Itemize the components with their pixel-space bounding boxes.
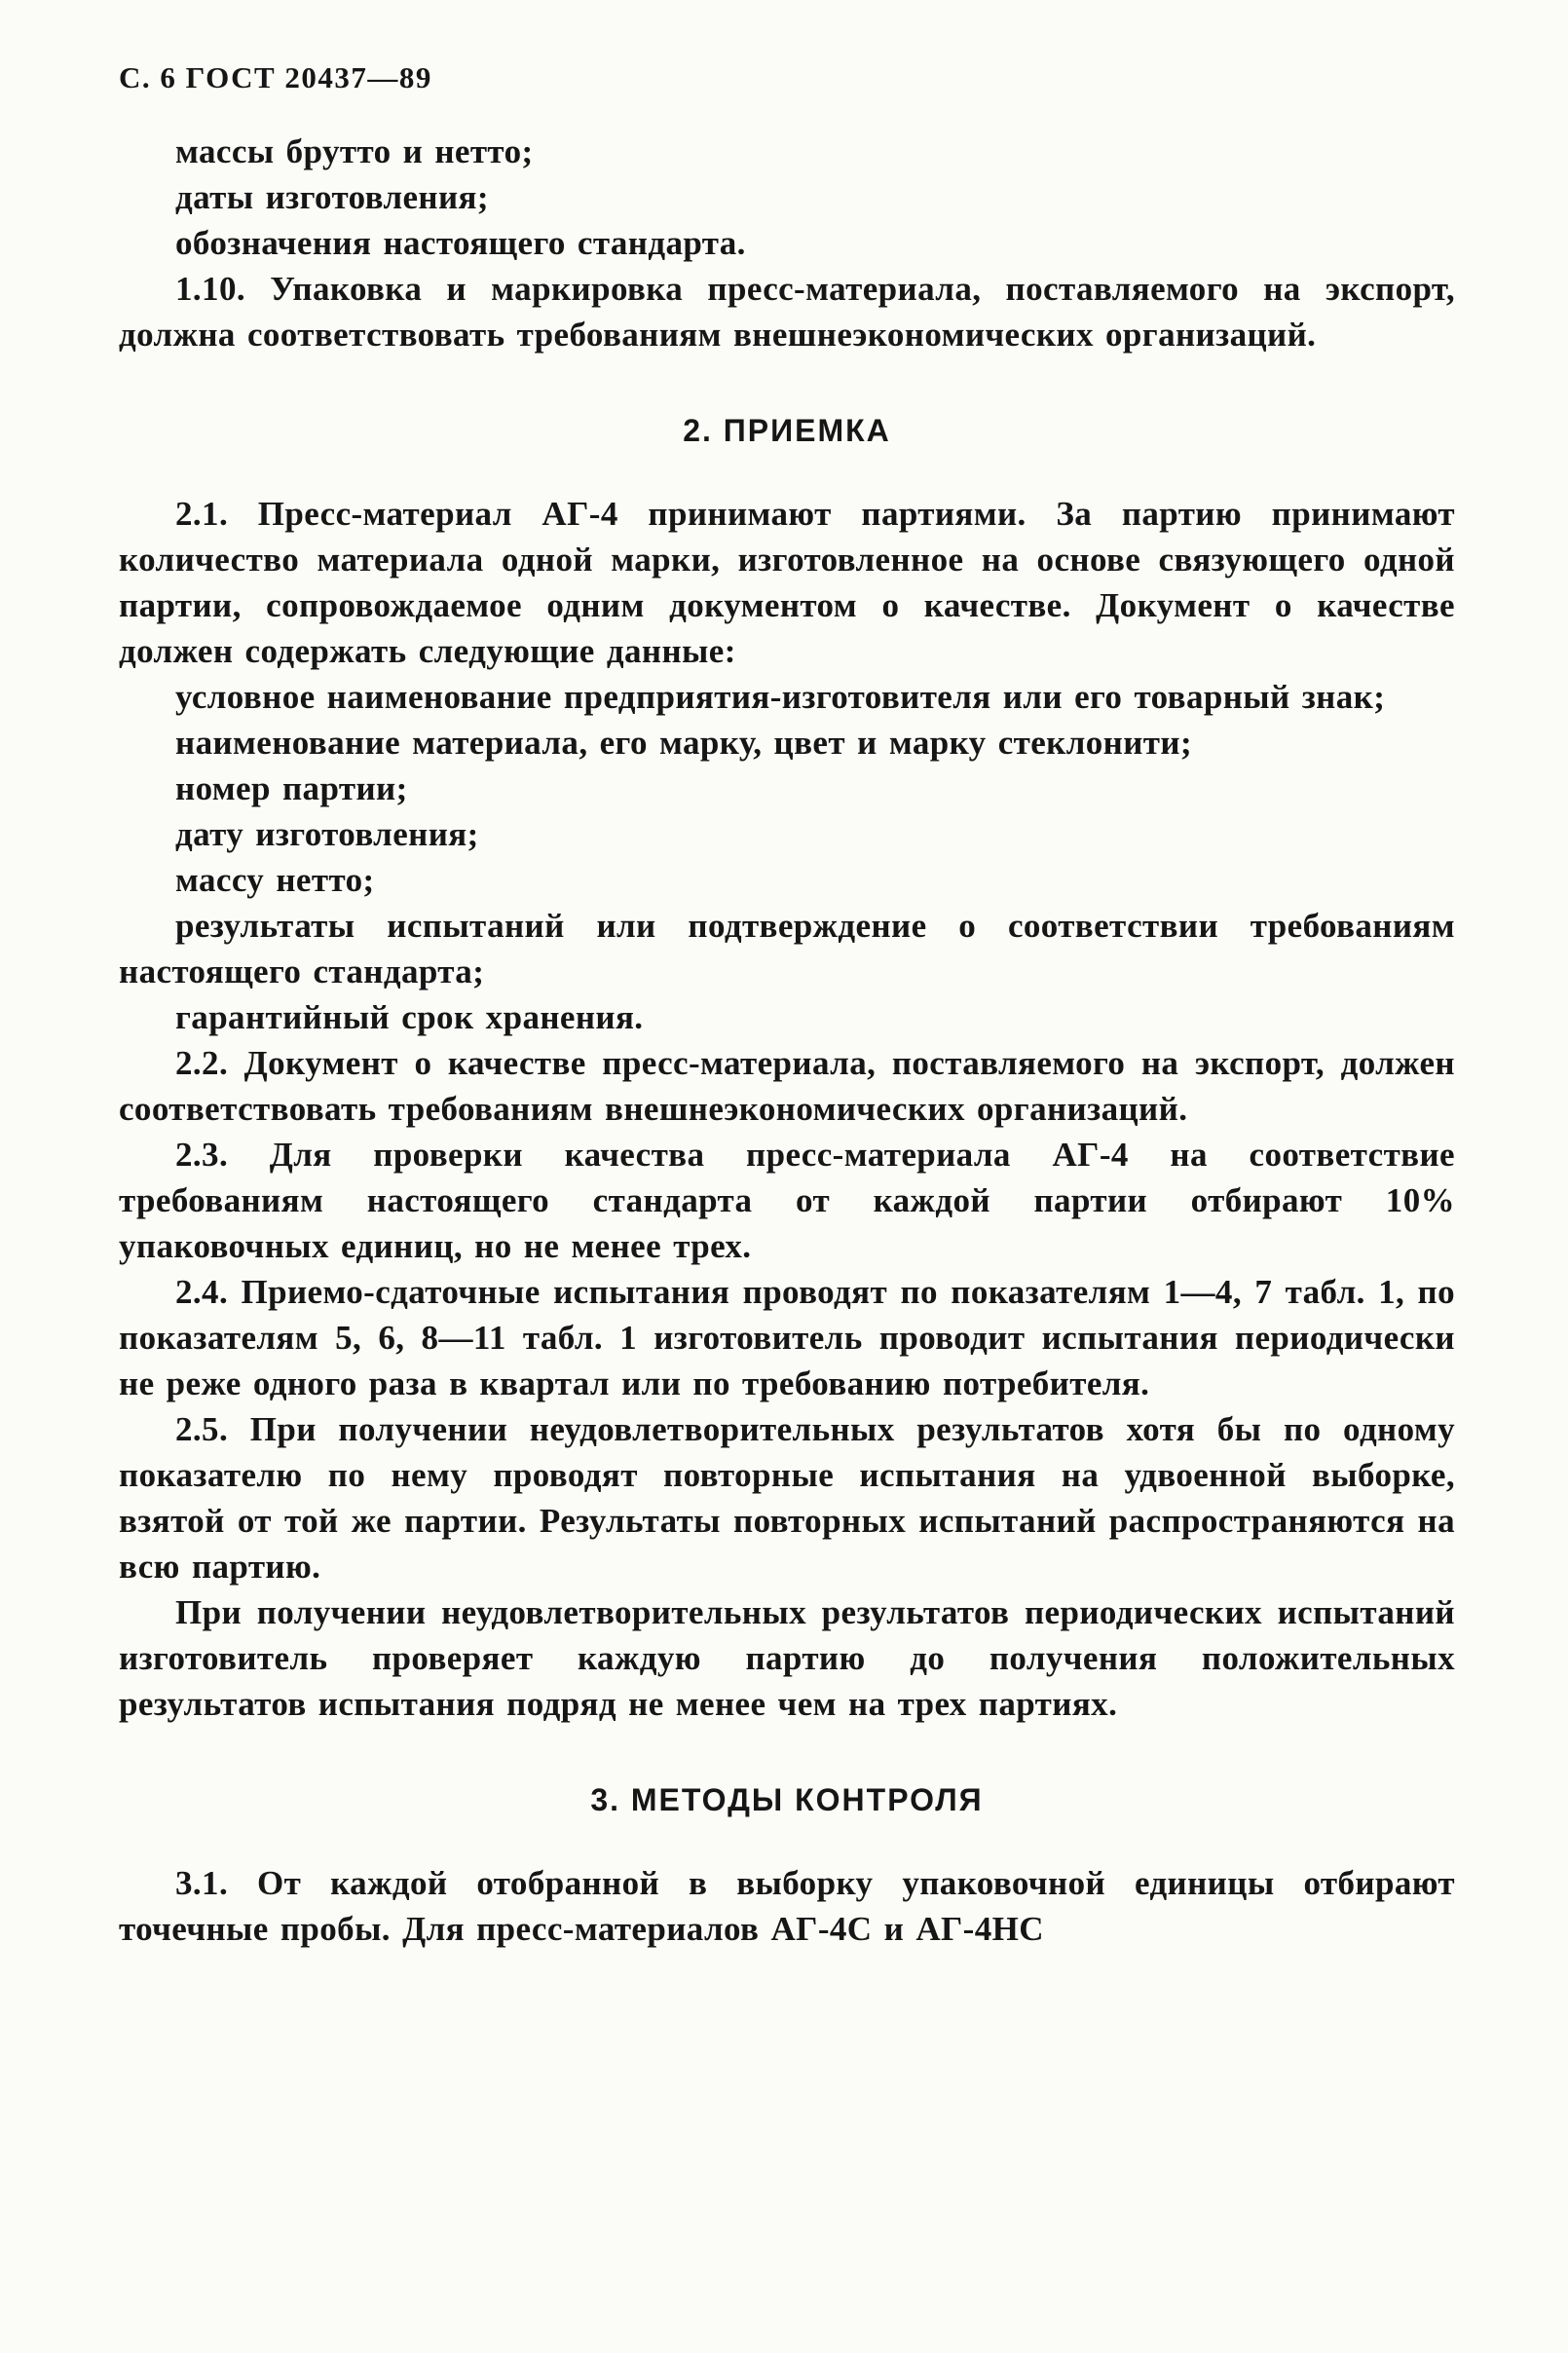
list-line: дату изготовления;: [175, 815, 479, 853]
paragraph: 3.1. От каждой отобранной в выборку упаковочной единицы отбирают точечные пробы. Для пресс-материалов АГ-4С и АГ-4НС: [119, 1864, 1455, 1948]
list-line: даты изготовления;: [175, 178, 489, 216]
paragraph: 2.4. Приемо-сдаточные испытания проводят по показателям 1—4, 7 табл. 1, по показателям 5, 6, 8—11 табл. 1 изготовитель проводит испытания периодически не реже одного раза в квартал или по требованию потребителя.: [119, 1273, 1455, 1402]
page-header: С. 6 ГОСТ 20437—89: [119, 60, 432, 94]
paragraph: 2.2. Документ о качестве пресс-материала, поставляемого на экспорт, должен соответствовать требованиям внешнеэкономических организаций.: [119, 1044, 1455, 1128]
paragraph: При получении неудовлетворительных результатов периодических испытаний изготовитель проверяет каждую партию до получения положительных результатов испытания подряд не менее чем на трех партиях.: [119, 1593, 1455, 1723]
paragraph: 1.10. Упаковка и маркировка пресс-материала, поставляемого на экспорт, должна соответствовать требованиям внешнеэкономических организаций.: [119, 270, 1455, 354]
list-line: результаты испытаний или подтверждение о соответствии требованиям настоящего стандарта;: [119, 907, 1455, 990]
list-line: условное наименование предприятия-изготовителя или его товарный знак;: [175, 678, 1386, 716]
document-body: [119, 129, 1455, 1952]
list-line: номер партии;: [175, 769, 408, 807]
paragraph: 2.5. При получении неудовлетворительных результатов хотя бы по одному показателю по нему проводят повторные испытания на удвоенной выборке, взятой от той же партии. Результаты повторных испытаний распространяются на всю партию.: [119, 1410, 1455, 1586]
paragraph: 2.1. Пресс-материал АГ-4 принимают партиями. За партию принимают количество материала одной марки, изготовленное на основе связующего одной партии, сопровождаемое одним документом о качестве. Документ о качестве должен содержать следующие данные:: [119, 495, 1455, 670]
list-line: гарантийный срок хранения.: [175, 998, 644, 1036]
list-line: обозначения настоящего стандарта.: [175, 224, 746, 262]
list-line: массы брутто и нетто;: [175, 132, 534, 170]
paragraph: 2.3. Для проверки качества пресс-материала АГ-4 на соответствие требованиям настоящего стандарта от каждой партии отбирают 10% упаковочных единиц, но не менее трех.: [119, 1136, 1455, 1265]
list-line: массу нетто;: [175, 861, 375, 899]
section-heading-metody-kontrolya: 3. МЕТОДЫ КОНТРОЛЯ: [590, 1782, 984, 1817]
section-heading-priemka: 2. ПРИЕМКА: [683, 413, 891, 448]
list-line: наименование материала, его марку, цвет и марку стеклонити;: [175, 724, 1193, 762]
